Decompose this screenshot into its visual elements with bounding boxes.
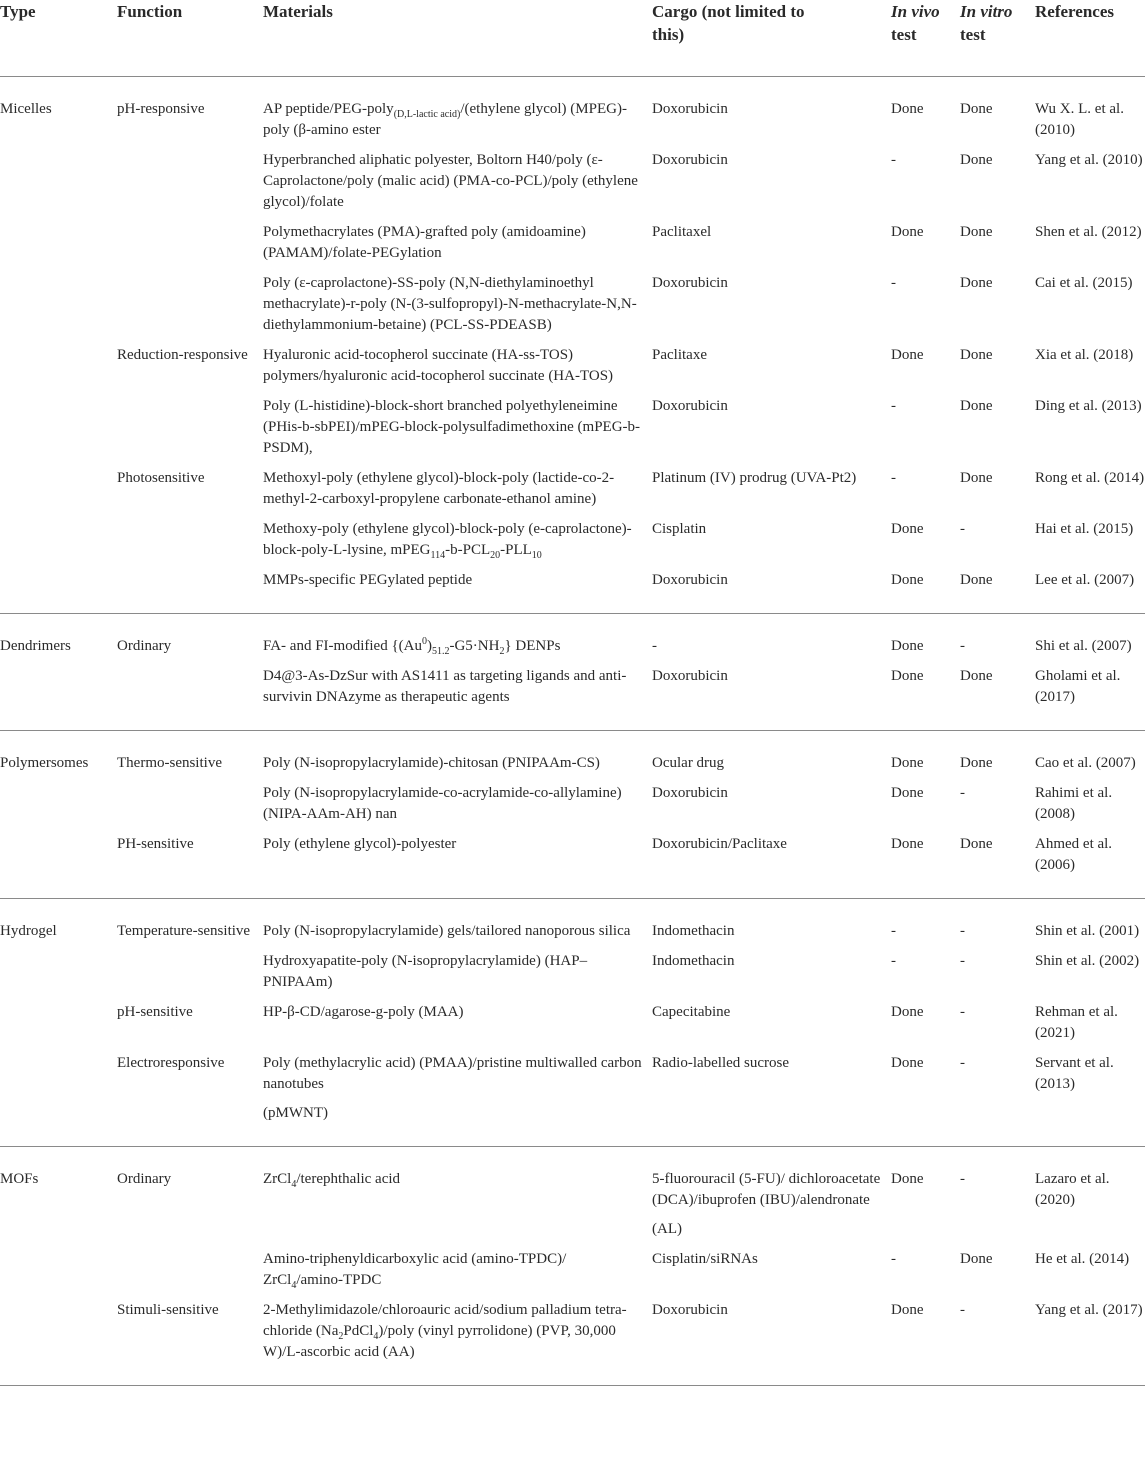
- table-group: [0, 614, 1145, 731]
- cell-materials: Poly (L-histidine)-block-short branched polyethyleneimine (PHis-b-sbPEI)/mPEG-block-polysulfadimethoxine (mPEG-b-PSDM),: [263, 398, 641, 456]
- cell-materials: FA- and FI-modified $\{(Au^0)_{51.2}-G5\cdot NH_2\}$ DENPs: [263, 636, 561, 657]
- header-in-vivo-test: test: [891, 25, 917, 44]
- cell-type: Hydrogel: [0, 923, 57, 939]
- cell-in-vivo: -: [891, 152, 896, 168]
- cell-reference: Shin et al. (2002): [1035, 953, 1140, 969]
- cell-reference: Wu X. L. et al. (2010): [1035, 101, 1124, 138]
- table-row: [0, 222, 1145, 273]
- cell-in-vitro: Done: [960, 152, 993, 168]
- table-row: [0, 753, 1145, 783]
- cell-in-vivo: -: [891, 470, 896, 486]
- cell-materials: Hyaluronic acid-tocopherol succinate (HA-ss-TOS) polymers/hyaluronic acid-tocopherol succinate (HA-TOS): [263, 347, 614, 384]
- cell-reference: Yang et al. (2017): [1035, 1302, 1143, 1318]
- cell-cargo: Indomethacin: [652, 923, 735, 939]
- table-row: [0, 921, 1145, 951]
- cell-in-vivo: Done: [891, 101, 924, 117]
- cell-in-vitro: -: [960, 1302, 965, 1318]
- cell-function: Ordinary: [117, 638, 172, 654]
- cell-in-vivo: Done: [891, 521, 924, 537]
- cell-in-vitro: Done: [960, 572, 993, 588]
- cell-cargo: Radio-labelled sucrose: [652, 1055, 790, 1071]
- cell-in-vitro: Done: [960, 1251, 993, 1267]
- cell-reference: Ding et al. (2013): [1035, 398, 1142, 414]
- cell-materials: 2-Methylimidazole/chloroauric acid/sodium palladium tetra-chloride $(Na_2PdCl_4)$/poly (vinyl pyrrolidone) (PVP, 30,000 W)/L-ascorbic acid (AA): [263, 1302, 627, 1360]
- table-row: [0, 345, 1145, 396]
- cell-reference: Rahimi et al. (2008): [1035, 785, 1113, 822]
- cell-function: Temperature-sensitive: [117, 923, 251, 939]
- table-row: [0, 1053, 1145, 1146]
- cell-in-vitro: -: [960, 785, 965, 801]
- table-group: [0, 899, 1145, 1147]
- cell-materials: Methoxy-poly (ethylene glycol)-block-poly (e-caprolactone)-block-poly-L-lysine, $mPEG_{114}-b-PCL_{20}-PLL_{10}$: [263, 521, 632, 561]
- cell-function: Reduction-responsive: [117, 347, 248, 363]
- table-row: [0, 570, 1145, 613]
- cell-materials: Hyperbranched aliphatic polyester, Boltorn H40/poly (ε-Caprolactone/poly (malic acid) (PMA-co-PCL)/poly (ethylene glycol)/folate: [263, 152, 638, 210]
- cell-cargo: Doxorubicin: [652, 101, 728, 117]
- cell-in-vitro: -: [960, 638, 965, 654]
- cell-in-vitro: -: [960, 923, 965, 939]
- cell-reference: Servant et al. (2013): [1035, 1055, 1114, 1092]
- header-references: References: [1035, 2, 1114, 21]
- header-cargo: Cargo (not limited to this): [652, 2, 805, 44]
- cell-cargo: Doxorubicin: [652, 398, 728, 414]
- cell-reference: Shin et al. (2001): [1035, 923, 1140, 939]
- cell-type: Dendrimers: [0, 638, 71, 654]
- header-in-vitro: [960, 0, 1035, 46]
- cell-materials: Poly (ethylene glycol)-polyester: [263, 836, 457, 852]
- table-row: [0, 519, 1145, 570]
- cell-in-vivo: -: [891, 398, 896, 414]
- cell-function: Thermo-sensitive: [117, 755, 222, 771]
- table-row: [0, 1249, 1145, 1300]
- header-in-vivo-label: In vivo: [891, 2, 940, 21]
- cell-in-vivo: Done: [891, 638, 924, 654]
- header-in-vivo: [891, 0, 960, 46]
- cell-in-vitro: Done: [960, 836, 993, 852]
- table-row: [0, 783, 1145, 834]
- cell-reference: Cao et al. (2007): [1035, 755, 1136, 771]
- cell-in-vitro: Done: [960, 101, 993, 117]
- table-row: [0, 834, 1145, 898]
- cell-in-vitro: -: [960, 1055, 965, 1071]
- cell-materials: Poly (N-isopropylacrylamide-co-acrylamide-co-allylamine) (NIPA-AAm-AH) nan: [263, 785, 622, 822]
- cell-in-vitro: Done: [960, 224, 993, 240]
- cell-in-vitro: Done: [960, 755, 993, 771]
- cell-reference: Hai et al. (2015): [1035, 521, 1134, 537]
- cell-materials: Poly (N-isopropylacrylamide)-chitosan (PNIPAAm-CS): [263, 755, 600, 771]
- cell-reference: Rehman et al. (2021): [1035, 1004, 1118, 1041]
- cell-reference: Shi et al. (2007): [1035, 638, 1132, 654]
- cell-in-vivo: -: [891, 923, 896, 939]
- cell-in-vitro: Done: [960, 470, 993, 486]
- cell-in-vivo: -: [891, 1251, 896, 1267]
- cell-materials: Poly (N-isopropylacrylamide) gels/tailored nanoporous silica: [263, 923, 631, 939]
- cell-cargo: Cisplatin/siRNAs: [652, 1251, 758, 1267]
- cell-reference: Cai et al. (2015): [1035, 275, 1133, 291]
- cell-in-vivo: Done: [891, 836, 924, 852]
- cell-cargo: Platinum (IV) prodrug (UVA-Pt2): [652, 470, 857, 486]
- table-group: [0, 731, 1145, 899]
- cell-materials: AP peptide/PEG-poly$_{(D,L-lactic acid)}$/(ethylene glycol) (MPEG)-poly (β-amino ester: [263, 101, 627, 138]
- cell-in-vivo: Done: [891, 1302, 924, 1318]
- cell-in-vitro: Done: [960, 398, 993, 414]
- cell-cargo: Doxorubicin: [652, 572, 728, 588]
- table-group: [0, 77, 1145, 614]
- cell-in-vivo: Done: [891, 224, 924, 240]
- cell-in-vitro: -: [960, 1004, 965, 1020]
- table-row: [0, 273, 1145, 345]
- cell-function: Photosensitive: [117, 470, 205, 486]
- cell-in-vivo: Done: [891, 755, 924, 771]
- cell-reference: He et al. (2014): [1035, 1251, 1130, 1267]
- cell-cargo: Doxorubicin: [652, 785, 728, 801]
- cell-cargo: Indomethacin: [652, 953, 735, 969]
- cell-materials: MMPs-specific PEGylated peptide: [263, 572, 473, 588]
- cell-cargo: Doxorubicin: [652, 152, 728, 168]
- table-row: [0, 396, 1145, 468]
- table-row: [0, 666, 1145, 730]
- table-row: [0, 636, 1145, 666]
- cell-cargo: Capecitabine: [652, 1004, 731, 1020]
- cell-reference: Rong et al. (2014): [1035, 470, 1145, 486]
- cell-function: Ordinary: [117, 1171, 172, 1187]
- header-materials: Materials: [263, 2, 333, 21]
- header-function: Function: [117, 2, 183, 21]
- cell-cargo: Ocular drug: [652, 755, 725, 771]
- cell-in-vivo: Done: [891, 1171, 924, 1187]
- cell-reference: Xia et al. (2018): [1035, 347, 1134, 363]
- table-group: [0, 1147, 1145, 1386]
- cell-materials: Hydroxyapatite-poly (N-isopropylacrylamide) (HAP–PNIPAAm): [263, 953, 588, 990]
- cell-reference: Gholami et al. (2017): [1035, 668, 1121, 705]
- table-body: [0, 77, 1145, 1386]
- cell-materials: ZrCl$_4$/terephthalic acid: [263, 1171, 401, 1190]
- cell-reference: Lazaro et al. (2020): [1035, 1171, 1110, 1208]
- cell-materials: Amino-triphenyldicarboxylic acid (amino-TPDC)/ ZrCl$_4$/amino-TPDC: [263, 1251, 567, 1291]
- cell-in-vitro: -: [960, 521, 965, 537]
- cell-cargo: Doxorubicin: [652, 275, 728, 291]
- cell-type: Polymersomes: [0, 755, 89, 771]
- cell-cargo: 5-fluorouracil (5-FU)/ dichloroacetate (DCA)/ibuprofen (IBU)/alendronate (AL): [652, 1171, 881, 1237]
- cell-in-vivo: Done: [891, 1004, 924, 1020]
- cell-function: pH-sensitive: [117, 1004, 193, 1020]
- cell-in-vivo: -: [891, 953, 896, 969]
- cell-cargo: Paclitaxel: [652, 224, 712, 240]
- header-in-vitro-label: In vitro: [960, 2, 1013, 21]
- cell-materials: Methoxyl-poly (ethylene glycol)-block-poly (lactide-co-2-methyl-2-carboxyl-propylene carbonate-ethanol amine): [263, 470, 615, 507]
- cell-function: Electroresponsive: [117, 1055, 225, 1071]
- cell-cargo: Doxorubicin: [652, 1302, 728, 1318]
- cell-materials: Poly (ε-caprolactone)-SS-poly (N,N-diethylaminoethyl methacrylate)-r-poly (N-(3-sulfopropyl)-N-methacrylate-N,N-diethylammonium-betaine) (PCL-SS-PDEASB): [263, 275, 637, 333]
- cell-in-vitro: -: [960, 1171, 965, 1187]
- cell-materials: D4@3-As-DzSur with AS1411 as targeting ligands and anti-survivin DNAzyme as therapeutic agents: [263, 668, 627, 705]
- table-row: [0, 1002, 1145, 1053]
- cell-cargo: Doxorubicin/Paclitaxe: [652, 836, 787, 852]
- cell-materials: Poly (methylacrylic acid) (PMAA)/pristine multiwalled carbon nanotubes (pMWNT): [263, 1055, 642, 1121]
- cell-reference: Shen et al. (2012): [1035, 224, 1142, 240]
- cell-in-vitro: Done: [960, 275, 993, 291]
- cell-function: PH-sensitive: [117, 836, 194, 852]
- table-row: [0, 150, 1145, 222]
- cell-in-vivo: Done: [891, 572, 924, 588]
- cell-cargo: Cisplatin: [652, 521, 707, 537]
- cell-in-vivo: Done: [891, 1055, 924, 1071]
- cell-in-vivo: Done: [891, 668, 924, 684]
- cell-reference: Ahmed et al. (2006): [1035, 836, 1113, 873]
- header-type: Type: [0, 2, 36, 21]
- header-in-vitro-test: test: [960, 25, 986, 44]
- table-row: [0, 1300, 1145, 1385]
- cell-in-vivo: -: [891, 275, 896, 291]
- cell-function: Stimuli-sensitive: [117, 1302, 219, 1318]
- cell-in-vitro: Done: [960, 668, 993, 684]
- table-row: [0, 468, 1145, 519]
- table-row: [0, 1169, 1145, 1249]
- cell-in-vitro: -: [960, 953, 965, 969]
- table-row: [0, 951, 1145, 1002]
- cell-reference: Yang et al. (2010): [1035, 152, 1143, 168]
- cell-in-vivo: Done: [891, 785, 924, 801]
- table-row: [0, 99, 1145, 150]
- cell-materials: Polymethacrylates (PMA)-grafted poly (amidoamine) (PAMAM)/folate-PEGylation: [263, 224, 586, 261]
- cell-type: Micelles: [0, 101, 52, 117]
- cell-in-vivo: Done: [891, 347, 924, 363]
- table-header: [0, 0, 1145, 77]
- cell-reference: Lee et al. (2007): [1035, 572, 1135, 588]
- cell-cargo: -: [652, 638, 657, 654]
- cell-cargo: Doxorubicin: [652, 668, 728, 684]
- cell-cargo: Paclitaxe: [652, 347, 707, 363]
- cell-type: MOFs: [0, 1171, 39, 1187]
- cell-function: pH-responsive: [117, 101, 205, 117]
- cell-materials: HP-β-CD/agarose-g-poly (MAA): [263, 1004, 464, 1020]
- cell-in-vitro: Done: [960, 347, 993, 363]
